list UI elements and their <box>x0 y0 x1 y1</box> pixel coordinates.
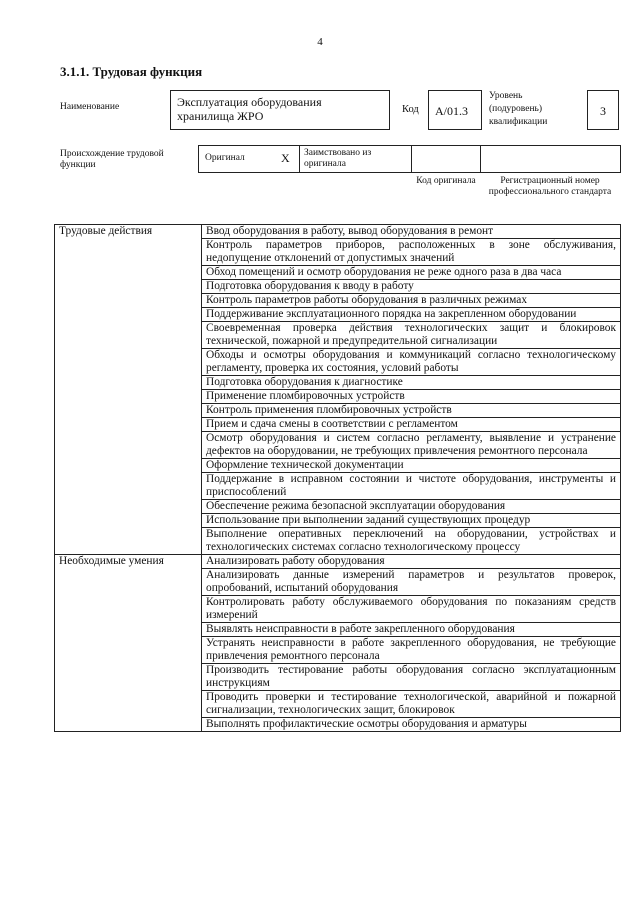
table-cell: Осмотр оборудования и систем согласно регламенту, выявление и устранение дефектов на оборудовании, не требующих привлечения ремонтного персонала <box>202 432 621 459</box>
name-field <box>170 90 390 130</box>
page-number: 4 <box>317 36 323 48</box>
borrowed-cell <box>299 145 412 173</box>
table-cell: Оформление технической документации <box>202 459 621 473</box>
level-value: 3 <box>600 104 606 118</box>
table-cell: Выявлять неисправности в работе закрепленного оборудования <box>202 623 621 637</box>
section-title: 3.1.1. Трудовая функция <box>60 64 203 79</box>
table-cell: Прием и сдача смены в соответствии с регламентом <box>202 418 621 432</box>
table-cell: Устранять неисправности в работе закрепленного оборудования, не требующие привлечения ремонтного персонала <box>202 637 621 664</box>
table-cell: Контролировать работу обслуживаемого оборудования по показаниям средств измерений <box>202 596 621 623</box>
code-original-cell <box>411 145 481 173</box>
code-field <box>428 90 482 130</box>
code-value: А/01.3 <box>435 104 468 118</box>
section-title-cell: Трудовые действия <box>55 225 202 555</box>
origin-label: Происхождение трудовой функции <box>60 149 164 170</box>
table-cell: Обходы и осмотры оборудования и коммуникаций согласно технологическому регламенту, проверка их состояния, условий работы <box>202 349 621 376</box>
table-cell: Подготовка оборудования к вводу в работу <box>202 280 621 294</box>
table-cell: Использование при выполнении заданий существующих процедур <box>202 514 621 528</box>
table-cell: Поддерживание эксплуатационного порядка на закрепленном оборудовании <box>202 308 621 322</box>
table-cell: Контроль применения пломбировочных устройств <box>202 404 621 418</box>
table-cell: Ввод оборудования в работу, вывод оборудования в ремонт <box>202 225 621 239</box>
table-row <box>55 555 621 569</box>
table-cell: Выполнять профилактические осмотры оборудования и арматуры <box>202 718 621 732</box>
reg-number-cell <box>480 145 621 173</box>
table-cell: Выполнение оперативных переключений на оборудовании, устройствах и технологических системах согласно технологическому процессу <box>202 528 621 555</box>
function-table <box>54 224 621 732</box>
original-label: Оригинал <box>205 153 245 163</box>
table-cell: Контроль параметров работы оборудования в различных режимах <box>202 294 621 308</box>
table-cell: Поддержание в исправном состоянии и чистоте оборудования, инструменты и приспособлений <box>202 473 621 500</box>
table-cell: Контроль параметров приборов, расположенных в зоне обслуживания, недопущение отклонений от допустимых значений <box>202 239 621 266</box>
code-label: Код <box>402 104 419 115</box>
table-cell: Обход помещений и осмотр оборудования не реже одного раза в два часа <box>202 266 621 280</box>
table-cell: Применение пломбировочных устройств <box>202 390 621 404</box>
borrowed-label: Заимствовано из оригинала <box>304 148 372 169</box>
original-cell <box>198 145 300 173</box>
code-original-caption: Код оригинала <box>416 176 476 186</box>
table-row <box>55 225 621 239</box>
table-cell: Проводить проверки и тестирование технологической, аварийной и пожарной сигнализации, технологических защит, блокировок <box>202 691 621 718</box>
table-cell: Своевременная проверка действия технологических защит и блокировок технической, пожарной и предупредительной сигнализации <box>202 322 621 349</box>
name-value: Эксплуатация оборудования хранилища ЖРО <box>177 95 322 123</box>
table-cell: Подготовка оборудования к диагностике <box>202 376 621 390</box>
reg-number-caption: Регистрационный номер профессионального стандарта <box>488 176 612 197</box>
table-cell: Производить тестирование работы оборудования согласно эксплуатационным инструкциям <box>202 664 621 691</box>
original-mark: X <box>281 151 290 165</box>
table-cell: Обеспечение режима безопасной эксплуатации оборудования <box>202 500 621 514</box>
table-cell: Анализировать работу оборудования <box>202 555 621 569</box>
level-label: Уровень (подуровень) квалификации <box>489 91 548 127</box>
name-label: Наименование <box>60 102 120 112</box>
level-field <box>587 90 619 130</box>
section-title-cell: Необходимые умения <box>55 555 202 732</box>
table-cell: Анализировать данные измерений параметров и результатов проверок, опробований, испытаний оборудования <box>202 569 621 596</box>
